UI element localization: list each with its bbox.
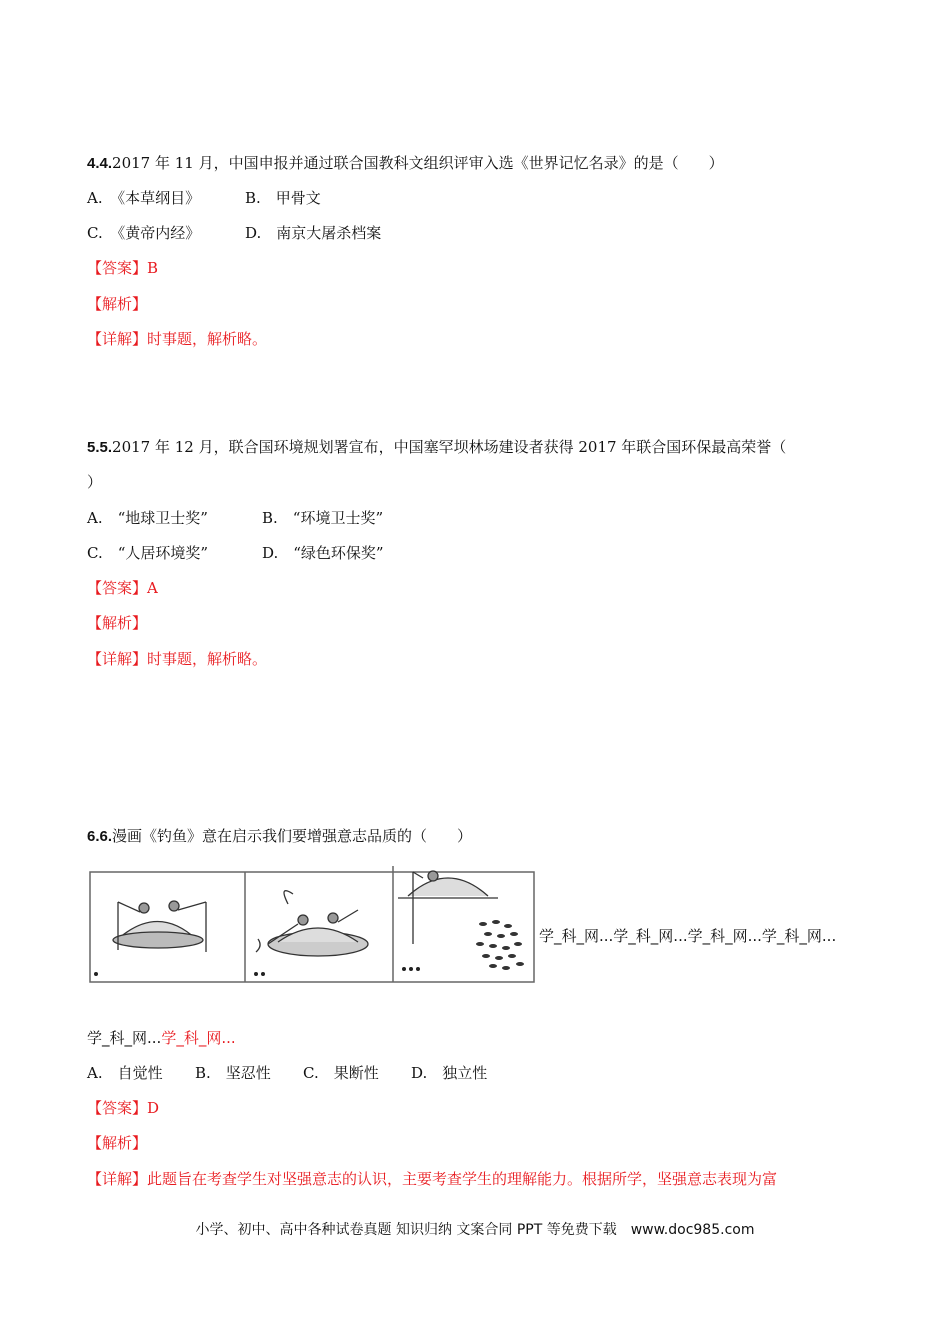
- q6-option-d[interactable]: D. 独立性: [411, 1064, 488, 1082]
- q5-stem: [87, 437, 786, 458]
- q6-watermark-black: 学_科_网...: [87, 1029, 162, 1047]
- q6-stem: [87, 826, 472, 847]
- q6-option-c[interactable]: C. 果断性: [303, 1064, 379, 1082]
- q4-analysis: 【解析】: [87, 295, 148, 313]
- q5-options-row2: [87, 543, 384, 563]
- q4-option-d[interactable]: D. 南京大屠杀档案: [245, 224, 382, 242]
- q6-watermark-text: 学_科_网...学_科_网...学_科_网...学_科_网...: [539, 927, 837, 945]
- q5-analysis: 【解析】: [87, 614, 148, 632]
- q5-option-b[interactable]: B. “环境卫士奖”: [262, 509, 384, 527]
- page-footer: 小学、初中、高中各种试卷真题 知识归纳 文案合同 PPT 等免费下载 www.doc985.com: [195, 1222, 755, 1238]
- q4-number: 4.4.: [87, 155, 113, 172]
- q4-option-c[interactable]: C. 《黄帝内经》: [87, 224, 201, 242]
- fishing-cartoon-image: [88, 864, 536, 984]
- q4-options-row2: [87, 223, 381, 243]
- q5-number: 5.5.: [87, 439, 113, 456]
- q5-stem-text: 2017 年 12 月，联合国环境规划署宣布，中国塞罕坝林场建设者获得 2017 年联合国环保最高荣誉（: [112, 438, 787, 456]
- q5-answer: 【答案】A: [87, 579, 158, 597]
- q4-stem: [87, 153, 724, 174]
- q4-detail: 【详解】时事题，解析略。: [87, 330, 268, 348]
- q6-stem-text: 漫画《钓鱼》意在启示我们要增强意志品质的（ ）: [112, 827, 473, 845]
- q6-watermark-line: [87, 1028, 236, 1048]
- q4-option-b[interactable]: B. 甲骨文: [245, 189, 321, 207]
- q4-stem-text: 2017 年 11 月，中国申报并通过联合国教科文组织评审入选《世界记忆名录》的是（ ）: [112, 154, 724, 172]
- q6-number: 6.6.: [87, 828, 113, 845]
- q6-analysis: 【解析】: [87, 1134, 148, 1152]
- q5-option-a[interactable]: A. “地球卫士奖”: [87, 509, 208, 527]
- q4-answer: 【答案】B: [87, 259, 159, 277]
- q6-option-a[interactable]: A. 自觉性: [87, 1064, 163, 1082]
- q6-detail: 【详解】此题旨在考查学生对坚强意志的认识，主要考查学生的理解能力。根据所学，坚强意志表现为富: [87, 1170, 778, 1188]
- q5-option-d[interactable]: D. “绿色环保奖”: [262, 544, 384, 562]
- q5-detail: 【详解】时事题，解析略。: [87, 650, 268, 668]
- q6-options-row: [87, 1063, 487, 1083]
- q6-watermark-red: 学_科_网...: [161, 1029, 236, 1047]
- q5-stem-continued: ）: [87, 473, 103, 491]
- q5-option-c[interactable]: C. “人居环境奖”: [87, 544, 209, 562]
- q5-options-row1: [87, 508, 383, 528]
- q4-option-a[interactable]: A. 《本草纲目》: [87, 189, 201, 207]
- q6-answer: 【答案】D: [87, 1099, 160, 1117]
- q4-options-row1: [87, 188, 321, 208]
- q6-option-b[interactable]: B. 坚忍性: [195, 1064, 271, 1082]
